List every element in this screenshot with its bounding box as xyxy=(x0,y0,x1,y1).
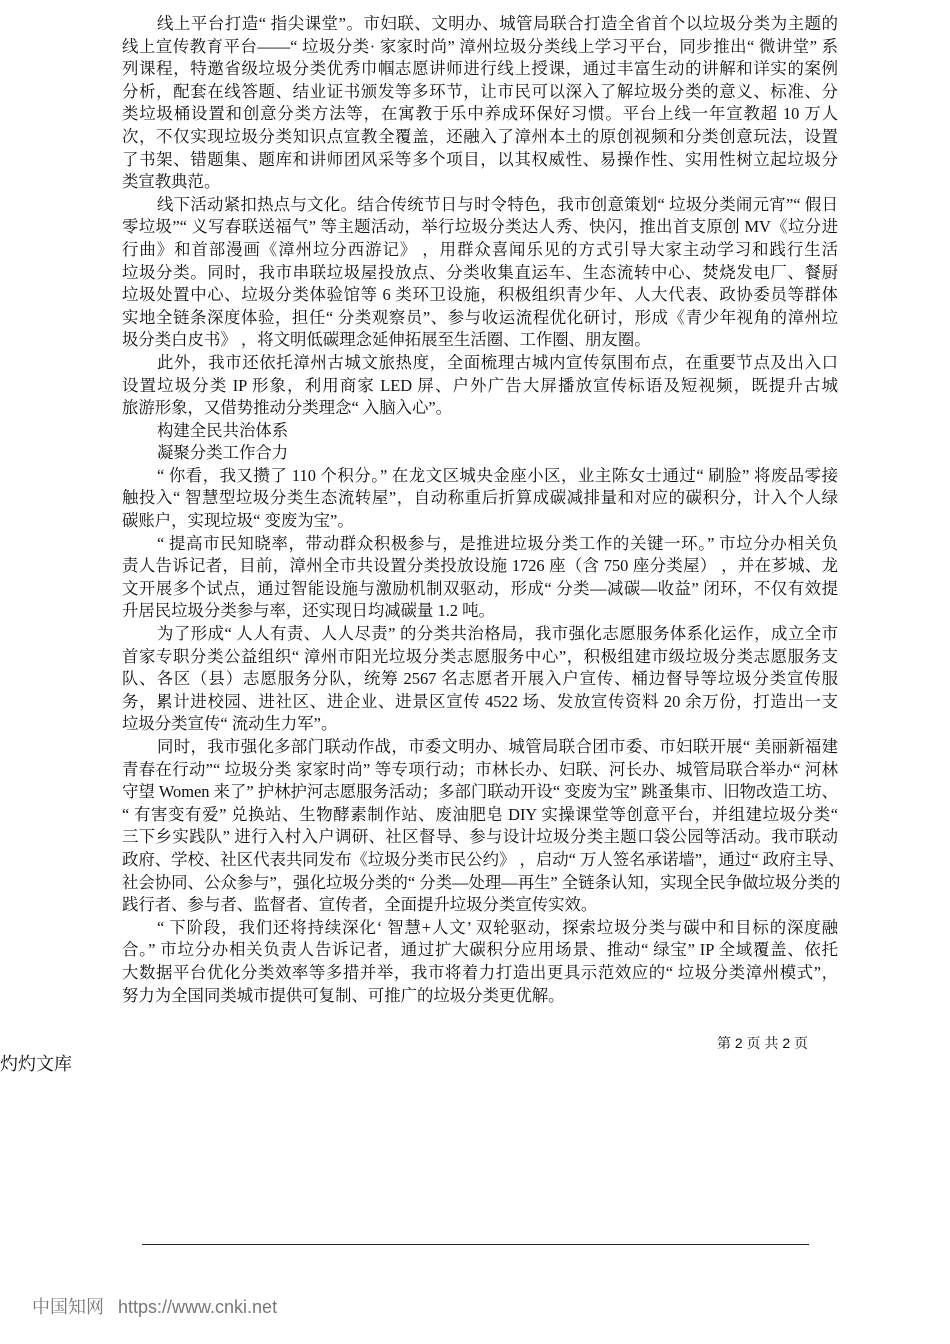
text-line: 分析，配套在线答题、结业证书颁发等多环节，让市民可以深入了解垃圾分类的意义、标准、分 xyxy=(122,81,838,101)
cnki-name: 中国知网 xyxy=(32,1297,104,1317)
text-line: 务，累计进校园、进社区、进企业、进景区宣传 4522 场、发放宣传资料 20 余万份，打造出一支 xyxy=(122,691,838,711)
paragraph xyxy=(122,623,838,736)
document-body xyxy=(122,13,845,1007)
text-line: 线上平台打造“ 指尖课堂”。市妇联、文明办、城管局联合打造全省首个以垃圾分类为主题的 xyxy=(157,14,838,33)
text-line: 类宣教典范。 xyxy=(122,172,221,192)
text-line: 守望 Women 来了” 护林护河志愿服务活动；多部门联动开设“ 变废为宝” 跳蚤集市、旧物改造工坊、 xyxy=(122,782,838,802)
text-line: 践行者、参与者、监督者、宣传者，全面提升垃圾分类宣传实效。 xyxy=(122,895,598,915)
brand-label: 灼灼文库 xyxy=(0,1054,72,1074)
text-line: 升居民垃圾分类参与率，还实现日均减碳量 1.2 吨。 xyxy=(122,601,495,621)
text-line: 大数据平台优化分类效率等多措并举，我市将着力打造出更具示范效应的“ 垃圾分类漳州模式”， xyxy=(122,962,838,982)
text-line: “ 提高市民知晓率，带动群众积极参与，是推进垃圾分类工作的关键一环。” 市垃分办相关负 xyxy=(157,533,838,553)
text-line: 为了形成“ 人人有责、人人尽责” 的分类共治格局，我市强化志愿服务体系化运作，成立全市 xyxy=(157,624,838,644)
text-line: 垃圾分类。同时，我市串联垃圾屋投放点、分类收集直运车、生态流转中心、焚烧发电厂、餐厨 xyxy=(122,262,838,282)
text-line: 次，不仅实现垃圾分类知识点宣教全覆盖，还融入了漳州本土的原创视频和分类创意玩法，设置 xyxy=(122,126,838,146)
footer-divider xyxy=(142,1244,809,1245)
text-line: 青春在行动”“ 垃圾分类 家家时尚” 等专项行动；市林长办、妇联、河长办、城管局联合举办“ 河林 xyxy=(122,759,838,779)
text-line: “ 你看，我又攒了 110 个积分。” 在龙文区城央金座小区，业主陈女士通过“ 刷脸” 将废品零接 xyxy=(157,465,838,485)
paragraph xyxy=(122,13,838,194)
page-number: 第 2 页 共 2 页 xyxy=(716,1035,808,1051)
text-line: 首家专职分类公益组织“ 漳州市阳光垃圾分类志愿服务中心”，积极组建市级垃圾分类志愿服务支 xyxy=(122,646,838,666)
text-line: 文开展多个试点，通过智能设施与激励机制双驱动，形成“ 分类—减碳—收益” 闭环，不仅有效提 xyxy=(122,578,838,598)
text-line: 责人告诉记者，目前，漳州全市共设置分类投放设施 1726 座（含 750 座分类屋） ，并在芗城、龙 xyxy=(122,556,838,576)
text-line: 线上宣传教育平台——“ 垃圾分类· 家家时尚” 漳州垃圾分类线上学习平台，同步推出“ 微讲堂” 系 xyxy=(122,36,838,56)
text-line: 了书架、错题集、题库和讲师团风采等多个项目，以其权威性、易操作性、实用性树立起垃圾分 xyxy=(122,149,838,169)
paragraph xyxy=(122,736,845,917)
text-line: 努力为全国同类城市提供可复制、可推广的垃圾分类更优解。 xyxy=(122,985,565,1005)
text-line: 社会协同、公众参与”，强化垃圾分类的“ 分类—处理—再生” 全链条认知，实现全民争做垃圾分类的 xyxy=(122,872,841,892)
text-line: 触投入“ 智慧型垃圾分类生态流转屋”，自动称重后折算成碳减排量和对应的碳积分，计入个人绿 xyxy=(122,488,838,508)
paragraph xyxy=(122,917,838,1007)
text-line: 行曲》和首部漫画《漳州垃分西游记》 ，用群众喜闻乐见的方式引导大家主动学习和践行生活 xyxy=(122,239,838,259)
paragraph xyxy=(122,533,838,623)
text-line: 线下活动紧扣热点与文化。结合传统节日与时令特色，我市创意策划“ 垃圾分类闹元宵”“ 假日 xyxy=(157,194,838,214)
text-line: 此外，我市还依托漳州古城文旅热度，全面梳理古城内宣传氛围布点，在重要节点及出入口 xyxy=(157,352,838,372)
text-line: 设置垃圾分类 IP 形象，利用商家 LED 屏、户外广告大屏播放宣传标语及短视频，既提升古城 xyxy=(122,375,838,395)
text-line: “ 有害变有爱” 兑换站、生物酵素制作站、废油肥皂 DIY 实操课堂等创意平台，并组建垃圾分类“ xyxy=(122,804,838,824)
text-line: 构建全民共治体系 xyxy=(157,420,289,440)
cnki-url[interactable]: https://www.cnki.net xyxy=(118,1297,278,1317)
text-line: 同时，我市强化多部门联动作战，市委文明办、城管局联合团市委、市妇联开展“ 美丽新福建 xyxy=(157,737,838,756)
text-line: 类垃圾桶设置和创意分类方法等，在寓教于乐中养成环保好习惯。平台上线一年宣教超 10 万人 xyxy=(122,104,838,124)
text-line: 垃圾处置中心、垃圾分类体验馆等 6 类环卫设施，积极组织青少年、人大代表、政协委员等群体 xyxy=(122,285,838,305)
text-line: 列课程，特邀省级垃圾分类优秀巾帼志愿讲师进行线上授课，通过丰富生动的讲解和详实的案例 xyxy=(122,59,838,79)
text-line: 碳账户，实现垃圾“ 变废为宝”。 xyxy=(122,511,354,531)
section-heading xyxy=(122,442,838,465)
text-line: 合。” 市垃分办相关负责人告诉记者，通过扩大碳积分应用场景、推动“ 绿宝” IP 全域覆盖、依托 xyxy=(122,940,838,960)
text-line: 队、各区（县）志愿服务分队，统筹 2567 名志愿者开展入户宣传、桶边督导等垃圾分类宣传服 xyxy=(122,669,838,689)
section-heading xyxy=(122,420,838,443)
cnki-footer xyxy=(32,1293,277,1319)
text-line: 实地全链条深度体验，担任“ 分类观察员”、参与收运流程优化研讨，形成《青少年视角的漳州垃 xyxy=(122,307,838,327)
text-line: 圾分类白皮书》 ，将文明低碳理念延伸拓展至生活圈、工作圈、朋友圈。 xyxy=(122,330,651,350)
text-line: 凝聚分类工作合力 xyxy=(157,443,289,463)
text-line: 垃圾分类宣传“ 流动生力军”。 xyxy=(122,714,338,734)
text-line: 三下乡实践队” 进行入村入户调研、社区督导、参与设计垃圾分类主题口袋公园等活动。我市联动 xyxy=(122,827,838,847)
paragraph xyxy=(122,352,838,420)
text-line: 零垃圾”“ 义写春联送福气” 等主题活动，举行垃圾分类达人秀、快闪，推出首支原创 MV《垃分进 xyxy=(122,217,838,237)
paragraph xyxy=(122,465,838,533)
paragraph xyxy=(122,194,838,352)
text-line: 政府、学校、社区代表共同发布《垃圾分类市民公约》 ，启动“ 万人签名承诺墙”，通过“ 政府主导、 xyxy=(122,849,845,869)
text-line: 旅游形象，又借势推动分类理念“ 入脑入心”。 xyxy=(122,398,453,418)
text-line: “ 下阶段，我们还将持续深化‘ 智慧+人文’ 双轮驱动，探索垃圾分类与碳中和目标的深度融 xyxy=(157,917,838,937)
